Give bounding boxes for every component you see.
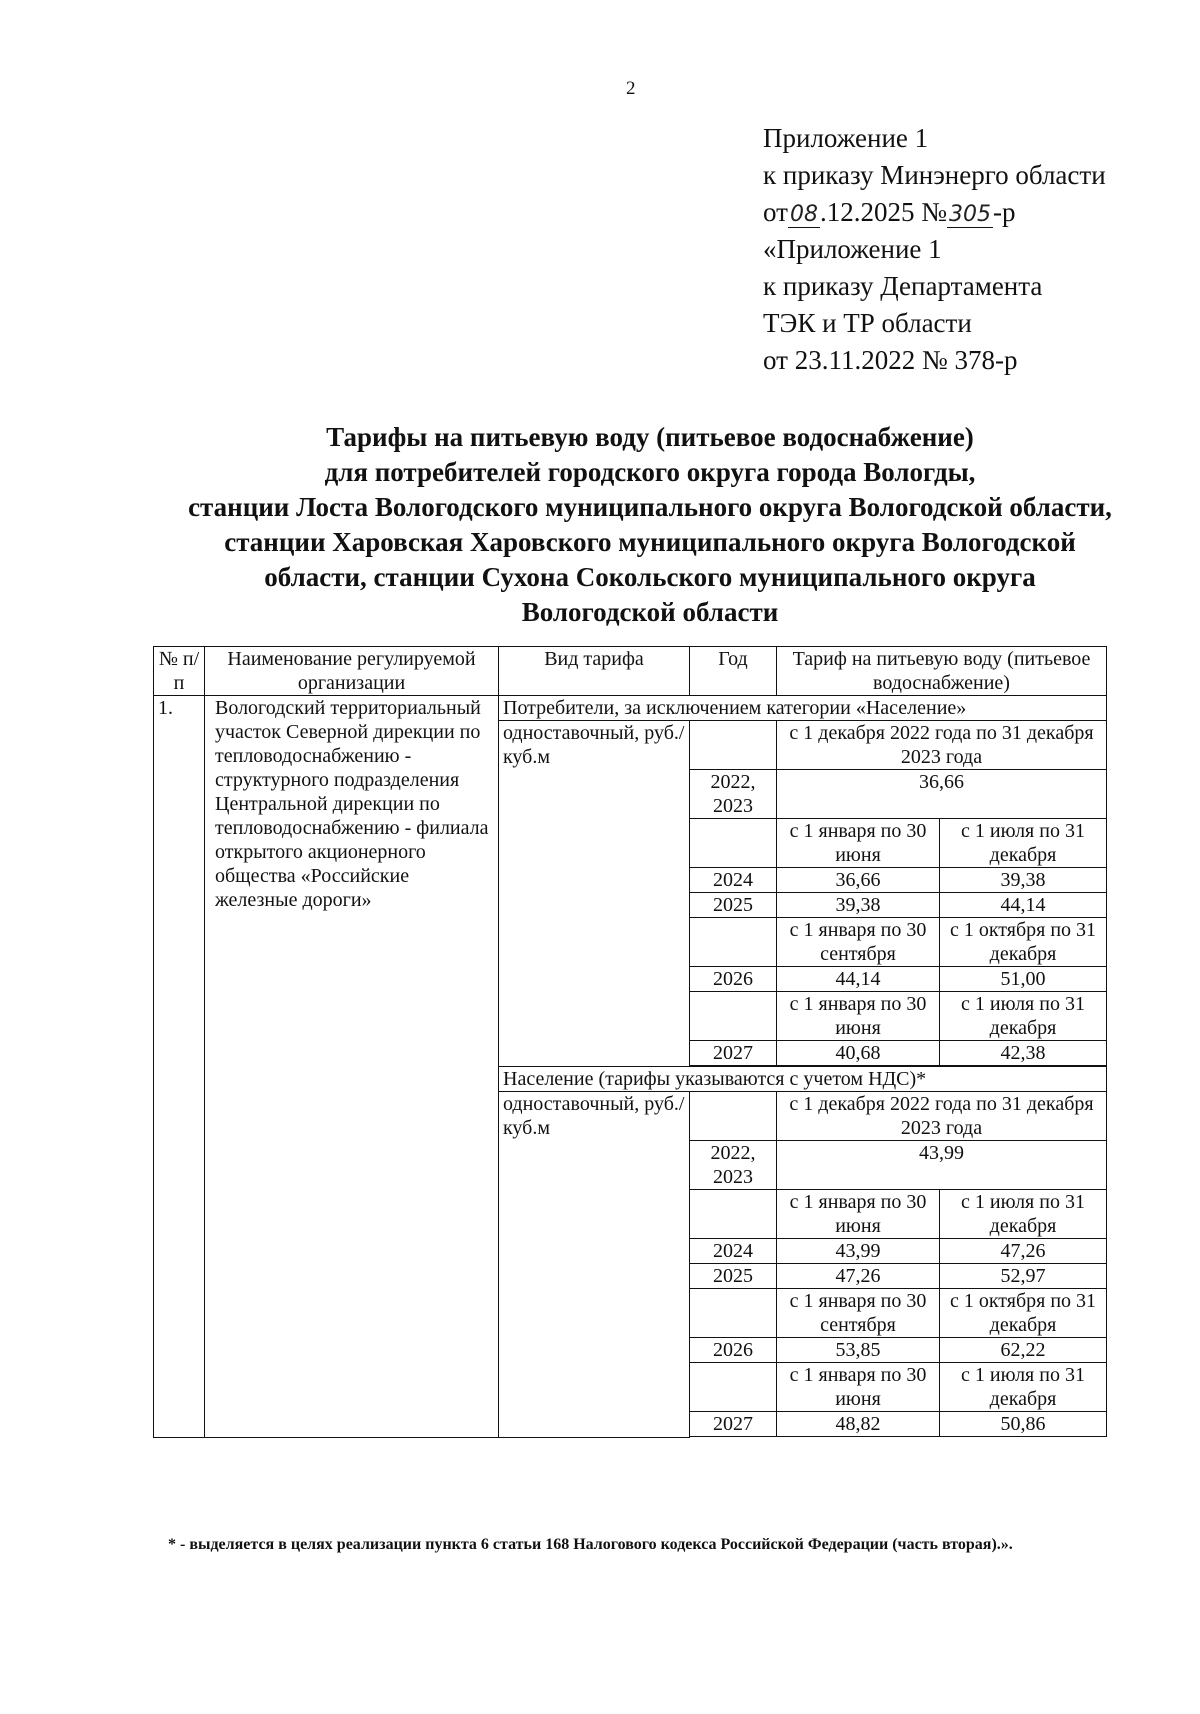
title-line: Тарифы на питьевую воду (питьевое водоснабжение) [326, 422, 974, 452]
value-cell: 44,14 [777, 967, 940, 992]
document-title [100, 420, 1200, 630]
appendix-line: «Приложение 1 [763, 234, 942, 264]
appendix-date-mid: .12.2025 № [819, 197, 947, 227]
year-cell [690, 1289, 777, 1338]
tariff-type: одноставочный, руб./куб.м [499, 1092, 690, 1438]
value-cell: 44,14 [940, 893, 1107, 918]
year-cell: 2026 [690, 1338, 777, 1363]
period-cell: с 1 января по 30 сентября [777, 1289, 940, 1338]
period-cell: с 1 октября по 31 декабря [940, 918, 1107, 967]
title-line: Вологодской области [521, 597, 779, 627]
year-cell: 2024 [690, 1239, 777, 1264]
year-cell: 2024 [690, 868, 777, 893]
year-cell [690, 918, 777, 967]
title-line: для потребителей городского округа города Вологды, [324, 457, 976, 487]
value-cell: 51,00 [940, 967, 1107, 992]
period-cell: с 1 января по 30 сентября [777, 918, 940, 967]
header-year: Год [690, 647, 777, 696]
value-cell: 53,85 [777, 1338, 940, 1363]
value-cell: 36,66 [777, 770, 1107, 819]
value-cell: 42,38 [940, 1041, 1107, 1066]
org-name: Вологодский территориальный участок Северной дирекции по тепловодоснабжению - структурного подразделения Центральной дирекции по тепловодоснабжению - филиала открытого акционерного общества «Российские железные дороги» [205, 696, 499, 1438]
period-cell: с 1 января по 30 июня [777, 1190, 940, 1239]
header-row [154, 647, 1107, 696]
period-cell: с 1 июля по 31 декабря [940, 992, 1107, 1041]
value-cell: 47,26 [777, 1264, 940, 1289]
title-line: станции Харовская Харовского муниципального округа Вологодской [224, 527, 1076, 557]
value-cell: 39,38 [940, 868, 1107, 893]
year-cell: 2027 [690, 1041, 777, 1066]
value-cell: 43,99 [777, 1239, 940, 1264]
period-cell: с 1 октября по 31 декабря [940, 1289, 1107, 1338]
header-tariff: Тариф на питьевую воду (питьевое водоснабжение) [777, 647, 1107, 696]
period-cell: с 1 января по 30 июня [777, 1363, 940, 1412]
year-cell: 2025 [690, 893, 777, 918]
tariff-type: одноставочный, руб./куб.м [499, 721, 690, 1067]
header-org: Наименование регулируемой организации [205, 647, 499, 696]
title-line: станции Лоста Вологодского муниципального округа Вологодской области, [188, 492, 1112, 522]
category-label: Потребители, за исключением категории «Население» [499, 696, 1107, 721]
value-cell: 47,26 [940, 1239, 1107, 1264]
appendix-date-prefix: от [763, 197, 788, 227]
handwritten-day: 08 [789, 202, 818, 227]
year-cell: 2027 [690, 1412, 777, 1437]
period-cell: с 1 июля по 31 декабря [940, 819, 1107, 868]
year-cell [690, 1092, 777, 1141]
appendix-line: к приказу Департамента [763, 271, 1043, 301]
row-number: 1. [154, 696, 205, 1438]
year-cell [690, 992, 777, 1041]
appendix-line: Приложение 1 [763, 123, 929, 153]
year-cell: 2022, 2023 [690, 770, 777, 819]
tariff-table [153, 646, 1107, 1438]
category-label: Население (тарифы указываются с учетом НДС)* [499, 1067, 1107, 1092]
appendix-line: к приказу Минэнерго области [763, 160, 1106, 190]
period-cell: с 1 декабря 2022 года по 31 декабря 2023 года [777, 721, 1107, 770]
year-cell [690, 721, 777, 770]
header-type: Вид тарифа [499, 647, 690, 696]
title-line: области, станции Сухона Сокольского муниципального округа [264, 562, 1036, 592]
appendix-block [763, 120, 1106, 379]
table-row [154, 696, 1107, 721]
handwritten-number: 305 [948, 202, 991, 227]
value-cell: 62,22 [940, 1338, 1107, 1363]
period-cell: с 1 июля по 31 декабря [940, 1190, 1107, 1239]
value-cell: 50,86 [940, 1412, 1107, 1437]
year-cell: 2025 [690, 1264, 777, 1289]
header-num: № п/п [154, 647, 205, 696]
value-cell: 43,99 [777, 1141, 1107, 1190]
value-cell: 48,82 [777, 1412, 940, 1437]
value-cell: 36,66 [777, 868, 940, 893]
period-cell: с 1 июля по 31 декабря [940, 1363, 1107, 1412]
value-cell: 52,97 [940, 1264, 1107, 1289]
page-number: 2 [626, 78, 636, 99]
value-cell: 40,68 [777, 1041, 940, 1066]
period-cell: с 1 декабря 2022 года по 31 декабря 2023 года [777, 1092, 1107, 1141]
appendix-date-suffix: -р [992, 197, 1016, 227]
appendix-date-line [763, 194, 1106, 231]
period-cell: с 1 января по 30 июня [777, 992, 940, 1041]
value-cell: 39,38 [777, 893, 940, 918]
footnote: * - выделяется в целях реализации пункта 6 статьи 168 Налогового кодекса Российской Федерации (часть вторая).». [168, 1536, 1013, 1553]
period-cell: с 1 января по 30 июня [777, 819, 940, 868]
appendix-line: от 23.11.2022 № 378-р [763, 345, 1018, 375]
year-cell [690, 1363, 777, 1412]
year-cell [690, 1190, 777, 1239]
appendix-line: ТЭК и ТР области [763, 308, 972, 338]
year-cell: 2026 [690, 967, 777, 992]
year-cell: 2022, 2023 [690, 1141, 777, 1190]
year-cell [690, 819, 777, 868]
